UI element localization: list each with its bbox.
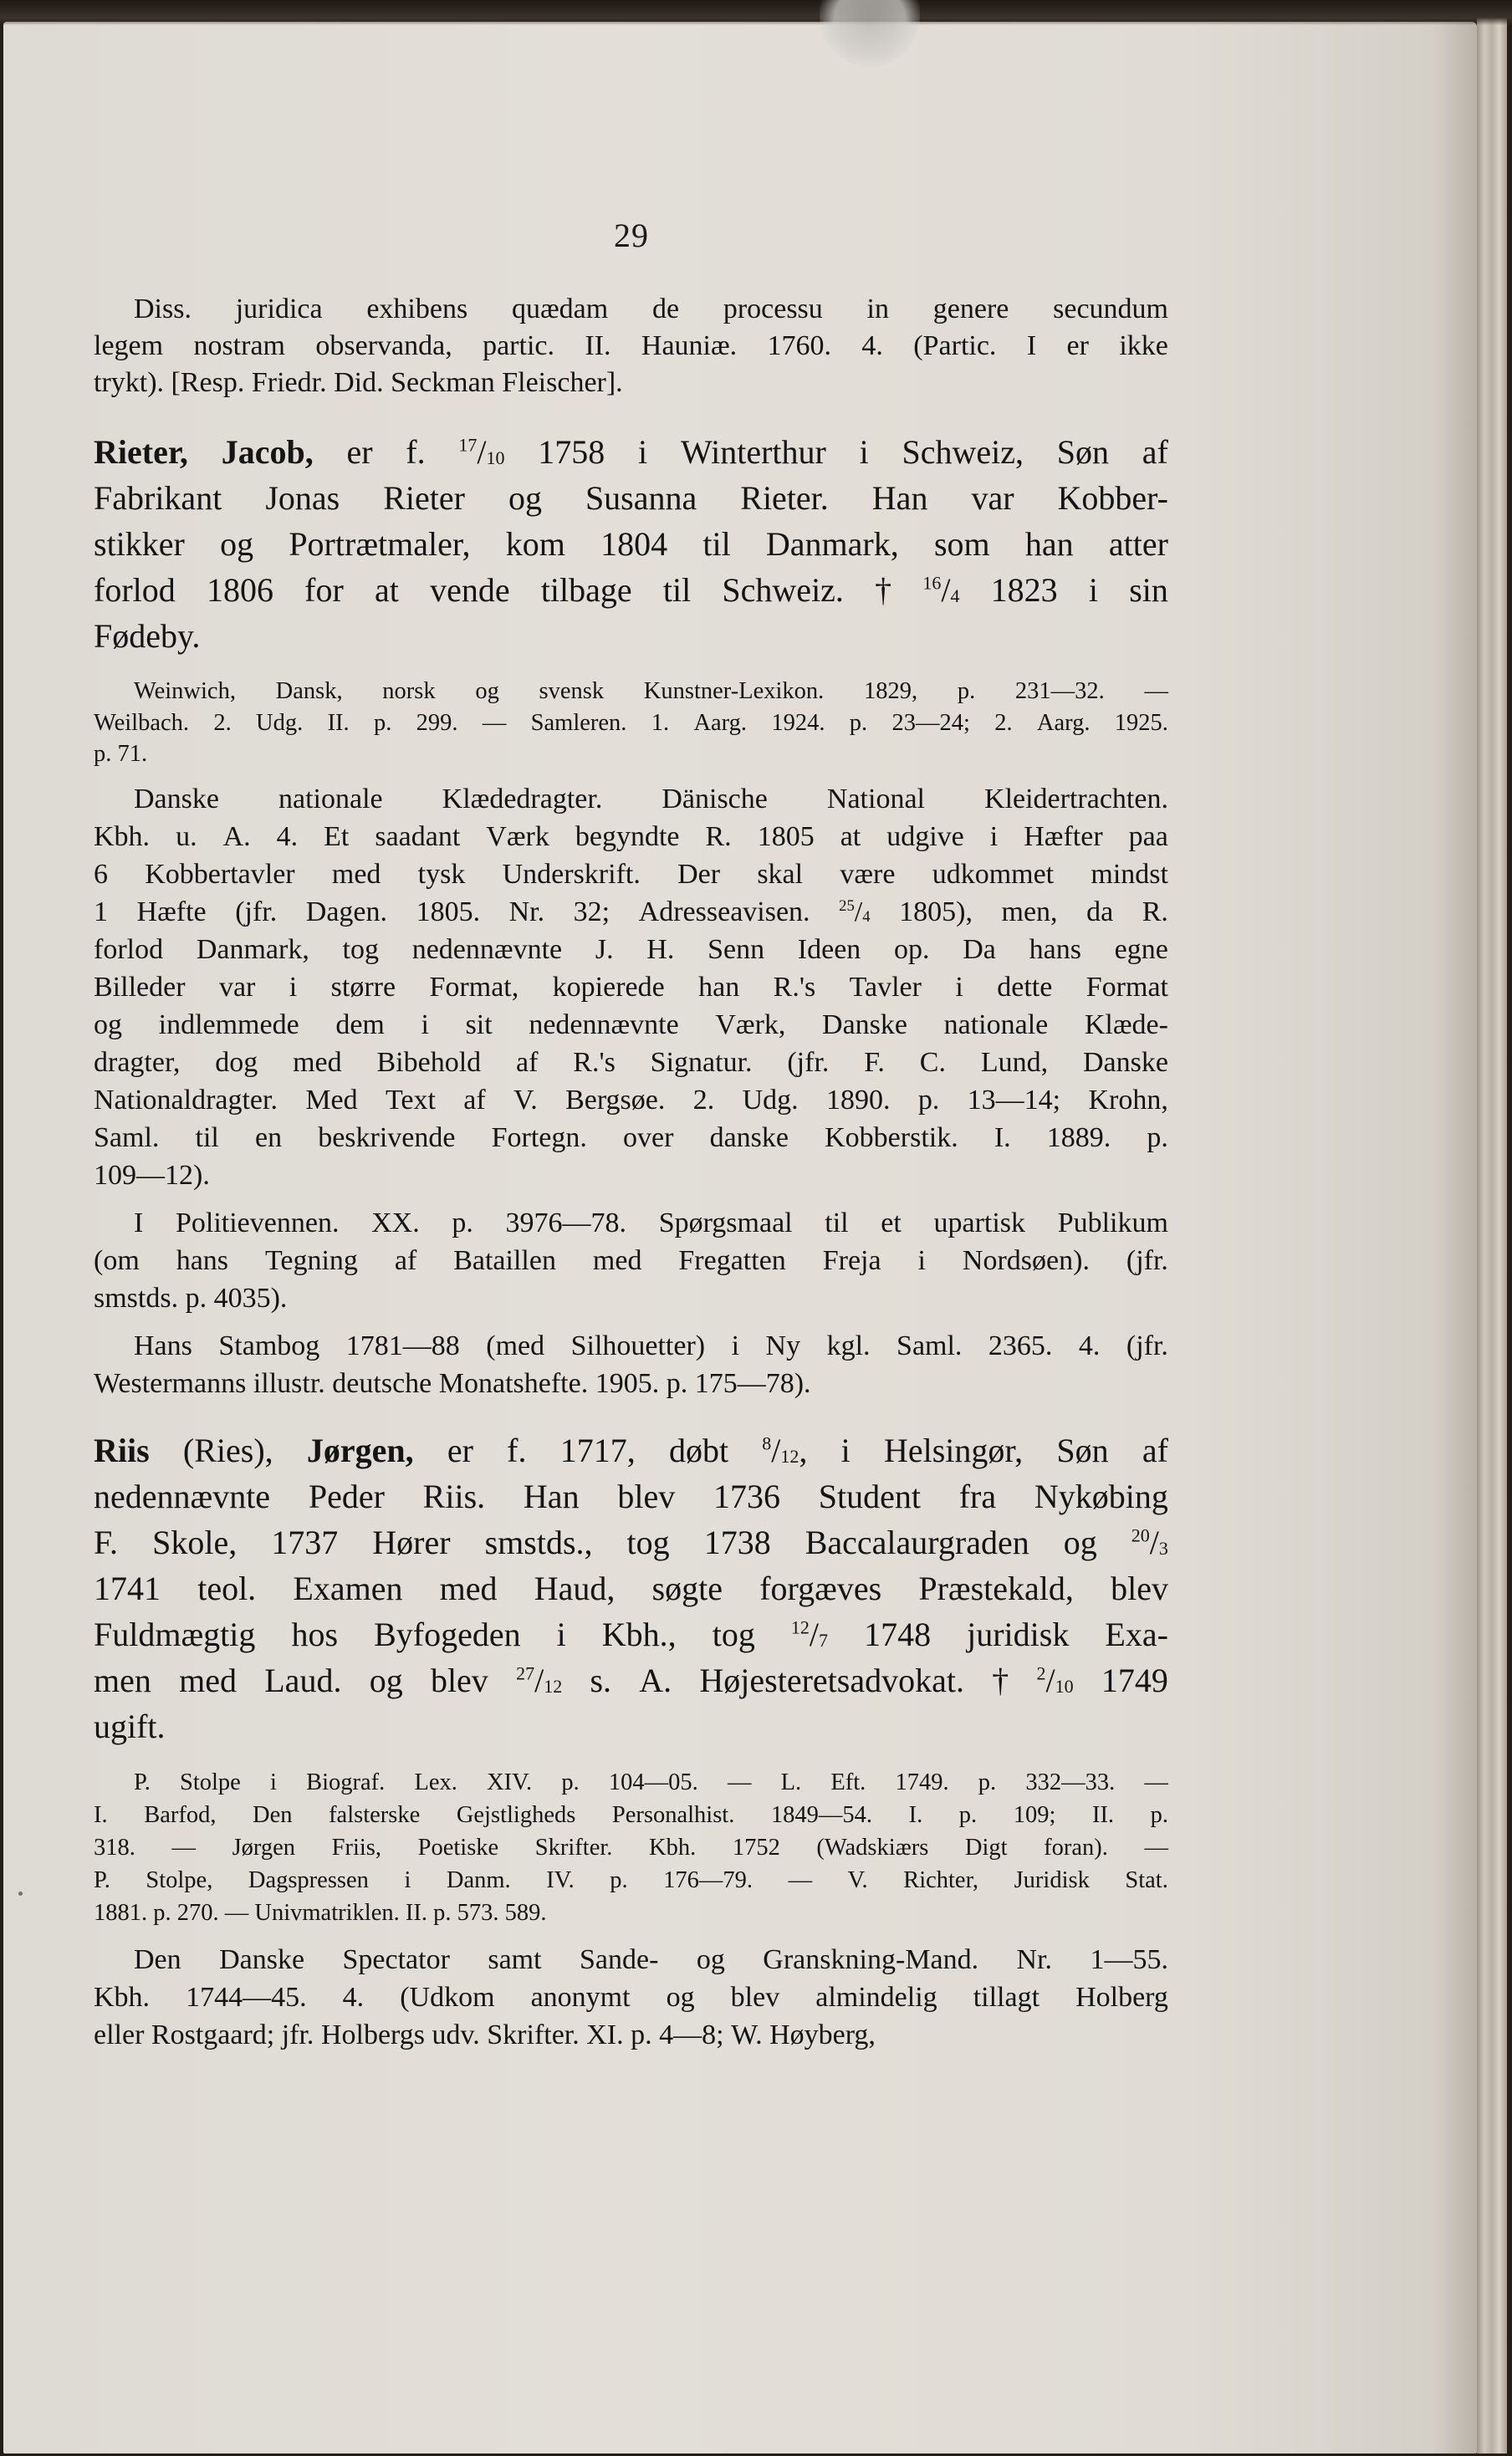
text-line: Fabrikant Jonas Rieter og Susanna Rieter. Han var Kobber- — [94, 479, 1168, 517]
text-line: og indlemmede dem i sit nedennævnte Værk, Danske nationale Klæde- — [94, 1008, 1168, 1040]
page-edge — [1477, 17, 1507, 2453]
text-line: 6 Kobbertavler med tysk Underskrift. Der skal være udkommet mindst — [94, 858, 1168, 890]
scan-top-shadow — [0, 0, 1512, 25]
text-line: P. Stolpe, Dagspressen i Danm. IV. p. 176—79. — V. Richter, Juridisk Stat. — [94, 1866, 1168, 1893]
spectator-entry — [94, 1941, 1168, 2054]
page-number: 29 — [614, 217, 649, 254]
text-line: I. Barfod, Den falsterske Gejstligheds Personalhist. 1849—54. I. p. 109; II. p. — [94, 1801, 1168, 1828]
text-line: men med Laud. og blev $^{27}/_{12}$ s. A. Højesteretsadvokat. † $^2/_{10}$ 1749 — [94, 1661, 1168, 1699]
page-text — [94, 291, 1168, 2054]
text-line: (om hans Tegning af Bataillen med Fregatten Freja i Nordsøen). (jfr. — [94, 1244, 1168, 1276]
text-line: Saml. til en beskrivende Fortegn. over danske Kobberstik. I. 1889. p. — [94, 1121, 1168, 1153]
text-line: Westermanns illustr. deutsche Monatshefte. 1905. p. 175—78). — [94, 1367, 811, 1399]
text-line: 318. — Jørgen Friis, Poetiske Skrifter. Kbh. 1752 (Wadskiærs Digt foran). — — [94, 1834, 1168, 1861]
text-line: nedennævnte Peder Riis. Han blev 1736 Student fra Nykøbing — [94, 1477, 1168, 1515]
text-line: p. 71. — [94, 741, 148, 767]
text-line: Weilbach. 2. Udg. II. p. 299. — Samleren. 1. Aarg. 1924. p. 23—24; 2. Aarg. 1925. — [94, 709, 1168, 736]
riis-references — [94, 1766, 1168, 1929]
text-line: I Politievennen. XX. p. 3976—78. Spørgsmaal til et upartisk Publikum — [134, 1207, 1168, 1238]
text-line: 109—12). — [94, 1159, 210, 1191]
text-line: Nationaldragter. Med Text af V. Bergsøe. 2. Udg. 1890. p. 13—14; Krohn, — [94, 1084, 1168, 1116]
text-line: 1 Hæfte (jfr. Dagen. 1805. Nr. 32; Adresseavisen. $^{25}/_4$ 1805), men, da R. — [94, 896, 1168, 927]
text-line: smstds. p. 4035). — [94, 1282, 288, 1314]
stambog-entry — [94, 1327, 1168, 1402]
text-line: Riis (Ries), Jørgen, er f. 1717, døbt $^8/_{12}$, i Helsingør, Søn af — [94, 1431, 1168, 1469]
text-line: Fødeby. — [94, 617, 201, 655]
rieter-entry — [94, 429, 1168, 659]
text-line: stikker og Portrætmaler, kom 1804 til Danmark, som han atter — [94, 525, 1168, 563]
text-line: P. Stolpe i Biograf. Lex. XIV. p. 104—05. — L. Eft. 1749. p. 332—33. — — [134, 1769, 1168, 1795]
danske-entry — [94, 780, 1168, 1194]
rieter-references — [94, 676, 1168, 770]
text-line: Diss. juridica exhibens quædam de processu in genere secundum — [134, 294, 1168, 324]
text-line: Den Danske Spectator samt Sande- og Granskning-Mand. Nr. 1—55. — [134, 1943, 1168, 1975]
text-line: Weinwich, Dansk, norsk og svensk Kunstner-Lexikon. 1829, p. 231—32. — — [134, 678, 1168, 704]
text-line: ugift. — [94, 1707, 166, 1745]
text-line: Billeder var i større Format, kopierede han R.'s Tavler i dette Format — [94, 971, 1168, 1003]
text-line: forlod 1806 for at vende tilbage til Schweiz. † $^{16}/_4$ 1823 i sin — [94, 571, 1168, 609]
text-line: dragter, dog med Bibehold af R.'s Signatur. (jfr. F. C. Lund, Danske — [94, 1046, 1168, 1078]
text-line: 1881. p. 270. — Univmatriklen. II. p. 573. 589. — [94, 1899, 547, 1926]
text-line: F. Skole, 1737 Hører smstds., tog 1738 Baccalaurgraden og $^{20}/_3$ — [94, 1523, 1168, 1561]
text-line: Kbh. 1744—45. 4. (Udkom anonymt og blev almindelig tillagt Holberg — [94, 1981, 1168, 2013]
text-line: trykt). [Resp. Friedr. Did. Seckman Fleischer]. — [94, 367, 623, 398]
text-line: forlod Danmark, tog nedennævnte J. H. Senn Ideen op. Da hans egne — [94, 933, 1168, 965]
text-line: Danske nationale Klædedragter. Dänische National Kleidertrachten. — [134, 783, 1168, 814]
paper-speck — [18, 1892, 23, 1896]
diss-entry — [94, 291, 1168, 401]
text-line: Rieter, Jacob, er f. $^{17}/_{10}$ 1758 i Winterthur i Schweiz, Søn af — [94, 433, 1168, 471]
text-line: Fuldmægtig hos Byfogeden i Kbh., tog $^{12}/_7$ 1748 juridisk Exa- — [94, 1615, 1168, 1653]
politie-entry — [94, 1204, 1168, 1317]
riis-entry — [94, 1427, 1168, 1749]
text-line: Hans Stambog 1781—88 (med Silhouetter) i Ny kgl. Saml. 2365. 4. (jfr. — [134, 1330, 1168, 1361]
text-line: Kbh. u. A. 4. Et saadant Værk begyndte R. 1805 at udgive i Hæfter paa — [94, 820, 1168, 852]
text-line: eller Rostgaard; jfr. Holbergs udv. Skrifter. XI. p. 4—8; W. Høyberg, — [94, 2019, 876, 2050]
text-line: legem nostram observanda, partic. II. Hauniæ. 1760. 4. (Partic. I er ikke — [94, 330, 1168, 361]
text-line: 1741 teol. Examen med Haud, søgte forgæves Præstekald, blev — [94, 1569, 1168, 1607]
